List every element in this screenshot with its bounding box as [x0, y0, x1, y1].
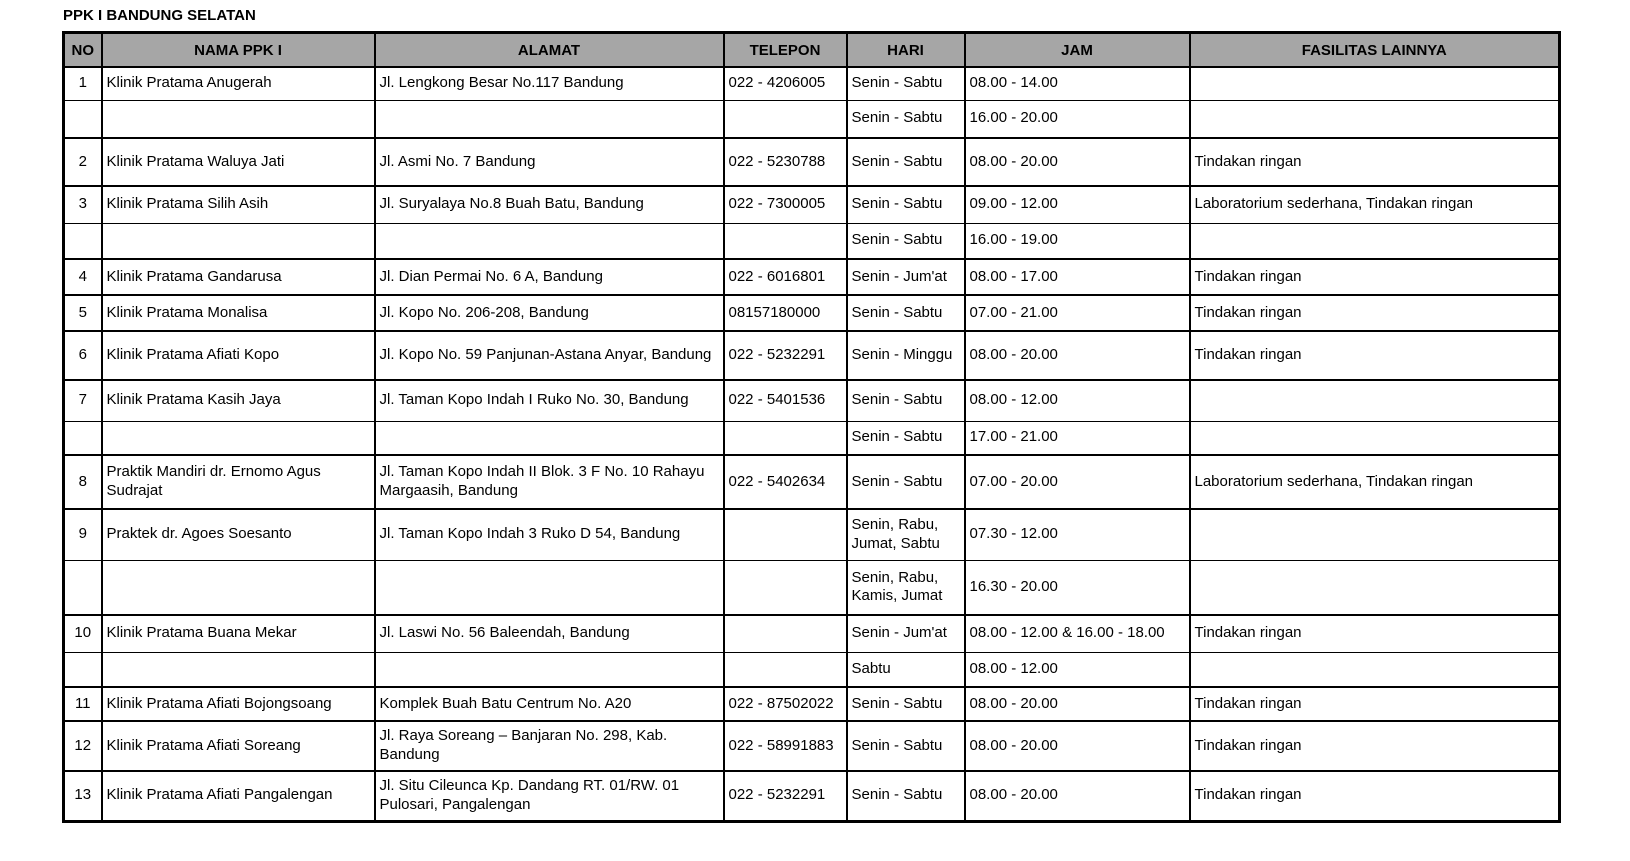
cell-jam: 08.00 - 20.00	[965, 771, 1190, 821]
cell-no: 13	[64, 771, 102, 821]
cell-nama	[102, 223, 375, 259]
cell-alamat: Jl. Taman Kopo Indah 3 Ruko D 54, Bandung	[375, 509, 724, 560]
cell-hari: Senin - Sabtu	[847, 223, 965, 259]
cell-hari: Senin, Rabu, Jumat, Sabtu	[847, 509, 965, 560]
cell-jam: 08.00 - 20.00	[965, 331, 1190, 380]
cell-no	[64, 421, 102, 455]
document-page	[62, 7, 1561, 823]
cell-alamat	[375, 223, 724, 259]
cell-telepon	[724, 421, 847, 455]
cell-jam: 07.00 - 20.00	[965, 455, 1190, 509]
cell-jam: 08.00 - 20.00	[965, 138, 1190, 186]
cell-jam: 08.00 - 12.00	[965, 380, 1190, 421]
table-row	[64, 295, 1560, 331]
cell-nama: Klinik Pratama Afiati Pangalengan	[102, 771, 375, 821]
cell-telepon: 022 - 7300005	[724, 186, 847, 223]
cell-hari: Sabtu	[847, 652, 965, 687]
cell-telepon: 022 - 87502022	[724, 687, 847, 721]
cell-hari: Senin - Sabtu	[847, 421, 965, 455]
cell-alamat	[375, 421, 724, 455]
cell-alamat: Jl. Lengkong Besar No.117 Bandung	[375, 67, 724, 100]
cell-hari: Senin - Minggu	[847, 331, 965, 380]
cell-fasilitas	[1190, 421, 1560, 455]
cell-no: 6	[64, 331, 102, 380]
cell-hari: Senin - Sabtu	[847, 295, 965, 331]
cell-no	[64, 223, 102, 259]
column-header-no: NO	[64, 33, 102, 68]
cell-jam: 07.30 - 12.00	[965, 509, 1190, 560]
cell-nama: Klinik Pratama Gandarusa	[102, 259, 375, 295]
cell-fasilitas: Laboratorium sederhana, Tindakan ringan	[1190, 455, 1560, 509]
cell-nama: Klinik Pratama Buana Mekar	[102, 615, 375, 652]
cell-nama	[102, 100, 375, 138]
cell-hari: Senin - Jum'at	[847, 615, 965, 652]
cell-telepon: 022 - 5401536	[724, 380, 847, 421]
table-row	[64, 186, 1560, 223]
cell-alamat	[375, 100, 724, 138]
cell-jam: 09.00 - 12.00	[965, 186, 1190, 223]
table-row	[64, 615, 1560, 652]
cell-hari: Senin - Sabtu	[847, 687, 965, 721]
cell-nama	[102, 560, 375, 615]
column-header-alamat: ALAMAT	[375, 33, 724, 68]
cell-alamat: Jl. Laswi No. 56 Baleendah, Bandung	[375, 615, 724, 652]
table-row	[64, 380, 1560, 421]
cell-nama	[102, 421, 375, 455]
cell-nama	[102, 652, 375, 687]
cell-nama: Praktek dr. Agoes Soesanto	[102, 509, 375, 560]
table-row	[64, 455, 1560, 509]
cell-hari: Senin - Sabtu	[847, 721, 965, 771]
cell-alamat: Jl. Taman Kopo Indah II Blok. 3 F No. 10 Rahayu Margaasih, Bandung	[375, 455, 724, 509]
cell-no: 9	[64, 509, 102, 560]
cell-alamat	[375, 560, 724, 615]
cell-alamat: Jl. Taman Kopo Indah I Ruko No. 30, Bandung	[375, 380, 724, 421]
cell-telepon: 08157180000	[724, 295, 847, 331]
cell-nama: Klinik Pratama Afiati Kopo	[102, 331, 375, 380]
cell-alamat: Jl. Dian Permai No. 6 A, Bandung	[375, 259, 724, 295]
table-header-row	[64, 33, 1560, 68]
cell-fasilitas: Tindakan ringan	[1190, 771, 1560, 821]
cell-alamat	[375, 652, 724, 687]
table-row	[64, 67, 1560, 100]
cell-hari: Senin - Jum'at	[847, 259, 965, 295]
cell-no	[64, 100, 102, 138]
cell-telepon	[724, 615, 847, 652]
cell-fasilitas: Laboratorium sederhana, Tindakan ringan	[1190, 186, 1560, 223]
cell-telepon: 022 - 4206005	[724, 67, 847, 100]
cell-alamat: Jl. Raya Soreang – Banjaran No. 298, Kab. Bandung	[375, 721, 724, 771]
table-row	[64, 771, 1560, 821]
cell-alamat: Jl. Suryalaya No.8 Buah Batu, Bandung	[375, 186, 724, 223]
cell-hari: Senin - Sabtu	[847, 380, 965, 421]
cell-jam: 16.00 - 19.00	[965, 223, 1190, 259]
cell-telepon: 022 - 5402634	[724, 455, 847, 509]
cell-jam: 08.00 - 20.00	[965, 687, 1190, 721]
cell-fasilitas	[1190, 223, 1560, 259]
cell-jam: 17.00 - 21.00	[965, 421, 1190, 455]
cell-nama: Klinik Pratama Monalisa	[102, 295, 375, 331]
cell-telepon	[724, 652, 847, 687]
cell-no	[64, 652, 102, 687]
cell-hari: Senin - Sabtu	[847, 186, 965, 223]
cell-hari: Senin - Sabtu	[847, 138, 965, 186]
cell-no: 5	[64, 295, 102, 331]
cell-hari: Senin - Sabtu	[847, 771, 965, 821]
cell-no: 7	[64, 380, 102, 421]
column-header-fasilitas: FASILITAS LAINNYA	[1190, 33, 1560, 68]
cell-telepon: 022 - 58991883	[724, 721, 847, 771]
table-row	[64, 331, 1560, 380]
cell-hari: Senin - Sabtu	[847, 100, 965, 138]
ppk-clinic-table	[62, 31, 1561, 823]
cell-fasilitas	[1190, 652, 1560, 687]
cell-fasilitas	[1190, 380, 1560, 421]
cell-nama: Praktik Mandiri dr. Ernomo Agus Sudrajat	[102, 455, 375, 509]
cell-telepon: 022 - 6016801	[724, 259, 847, 295]
table-row	[64, 652, 1560, 687]
table-row	[64, 721, 1560, 771]
cell-no: 11	[64, 687, 102, 721]
cell-alamat: Jl. Situ Cileunca Kp. Dandang RT. 01/RW. 01 Pulosari, Pangalengan	[375, 771, 724, 821]
cell-jam: 07.00 - 21.00	[965, 295, 1190, 331]
cell-no: 8	[64, 455, 102, 509]
cell-nama: Klinik Pratama Afiati Bojongsoang	[102, 687, 375, 721]
cell-telepon: 022 - 5232291	[724, 771, 847, 821]
page-title: PPK I BANDUNG SELATAN	[63, 7, 256, 24]
cell-fasilitas: Tindakan ringan	[1190, 295, 1560, 331]
cell-alamat: Jl. Asmi No. 7 Bandung	[375, 138, 724, 186]
cell-jam: 08.00 - 12.00	[965, 652, 1190, 687]
table-row	[64, 560, 1560, 615]
table-row	[64, 138, 1560, 186]
cell-jam: 16.00 - 20.00	[965, 100, 1190, 138]
cell-fasilitas	[1190, 67, 1560, 100]
cell-no: 3	[64, 186, 102, 223]
cell-jam: 08.00 - 14.00	[965, 67, 1190, 100]
cell-hari: Senin, Rabu, Kamis, Jumat	[847, 560, 965, 615]
cell-fasilitas: Tindakan ringan	[1190, 138, 1560, 186]
cell-fasilitas: Tindakan ringan	[1190, 259, 1560, 295]
cell-telepon: 022 - 5230788	[724, 138, 847, 186]
cell-telepon	[724, 560, 847, 615]
cell-fasilitas: Tindakan ringan	[1190, 331, 1560, 380]
cell-fasilitas	[1190, 509, 1560, 560]
table-row	[64, 100, 1560, 138]
cell-no: 1	[64, 67, 102, 100]
cell-no: 10	[64, 615, 102, 652]
cell-jam: 08.00 - 17.00	[965, 259, 1190, 295]
table-row	[64, 259, 1560, 295]
cell-fasilitas: Tindakan ringan	[1190, 721, 1560, 771]
cell-nama: Klinik Pratama Kasih Jaya	[102, 380, 375, 421]
cell-alamat: Jl. Kopo No. 59 Panjunan-Astana Anyar, Bandung	[375, 331, 724, 380]
cell-fasilitas	[1190, 560, 1560, 615]
table-row	[64, 223, 1560, 259]
column-header-nama: NAMA PPK I	[102, 33, 375, 68]
cell-telepon: 022 - 5232291	[724, 331, 847, 380]
table-row	[64, 687, 1560, 721]
cell-no: 4	[64, 259, 102, 295]
cell-jam: 16.30 - 20.00	[965, 560, 1190, 615]
cell-no: 2	[64, 138, 102, 186]
cell-no: 12	[64, 721, 102, 771]
cell-nama: Klinik Pratama Silih Asih	[102, 186, 375, 223]
table-row	[64, 421, 1560, 455]
cell-alamat: Komplek Buah Batu Centrum No. A20	[375, 687, 724, 721]
cell-fasilitas: Tindakan ringan	[1190, 687, 1560, 721]
column-header-telepon: TELEPON	[724, 33, 847, 68]
cell-no	[64, 560, 102, 615]
column-header-hari: HARI	[847, 33, 965, 68]
cell-telepon	[724, 100, 847, 138]
cell-telepon	[724, 509, 847, 560]
cell-jam: 08.00 - 12.00 & 16.00 - 18.00	[965, 615, 1190, 652]
cell-hari: Senin - Sabtu	[847, 67, 965, 100]
cell-jam: 08.00 - 20.00	[965, 721, 1190, 771]
cell-nama: Klinik Pratama Anugerah	[102, 67, 375, 100]
cell-nama: Klinik Pratama Waluya Jati	[102, 138, 375, 186]
cell-telepon	[724, 223, 847, 259]
cell-nama: Klinik Pratama Afiati Soreang	[102, 721, 375, 771]
cell-hari: Senin - Sabtu	[847, 455, 965, 509]
cell-fasilitas: Tindakan ringan	[1190, 615, 1560, 652]
table-row	[64, 509, 1560, 560]
column-header-jam: JAM	[965, 33, 1190, 68]
cell-alamat: Jl. Kopo No. 206-208, Bandung	[375, 295, 724, 331]
cell-fasilitas	[1190, 100, 1560, 138]
